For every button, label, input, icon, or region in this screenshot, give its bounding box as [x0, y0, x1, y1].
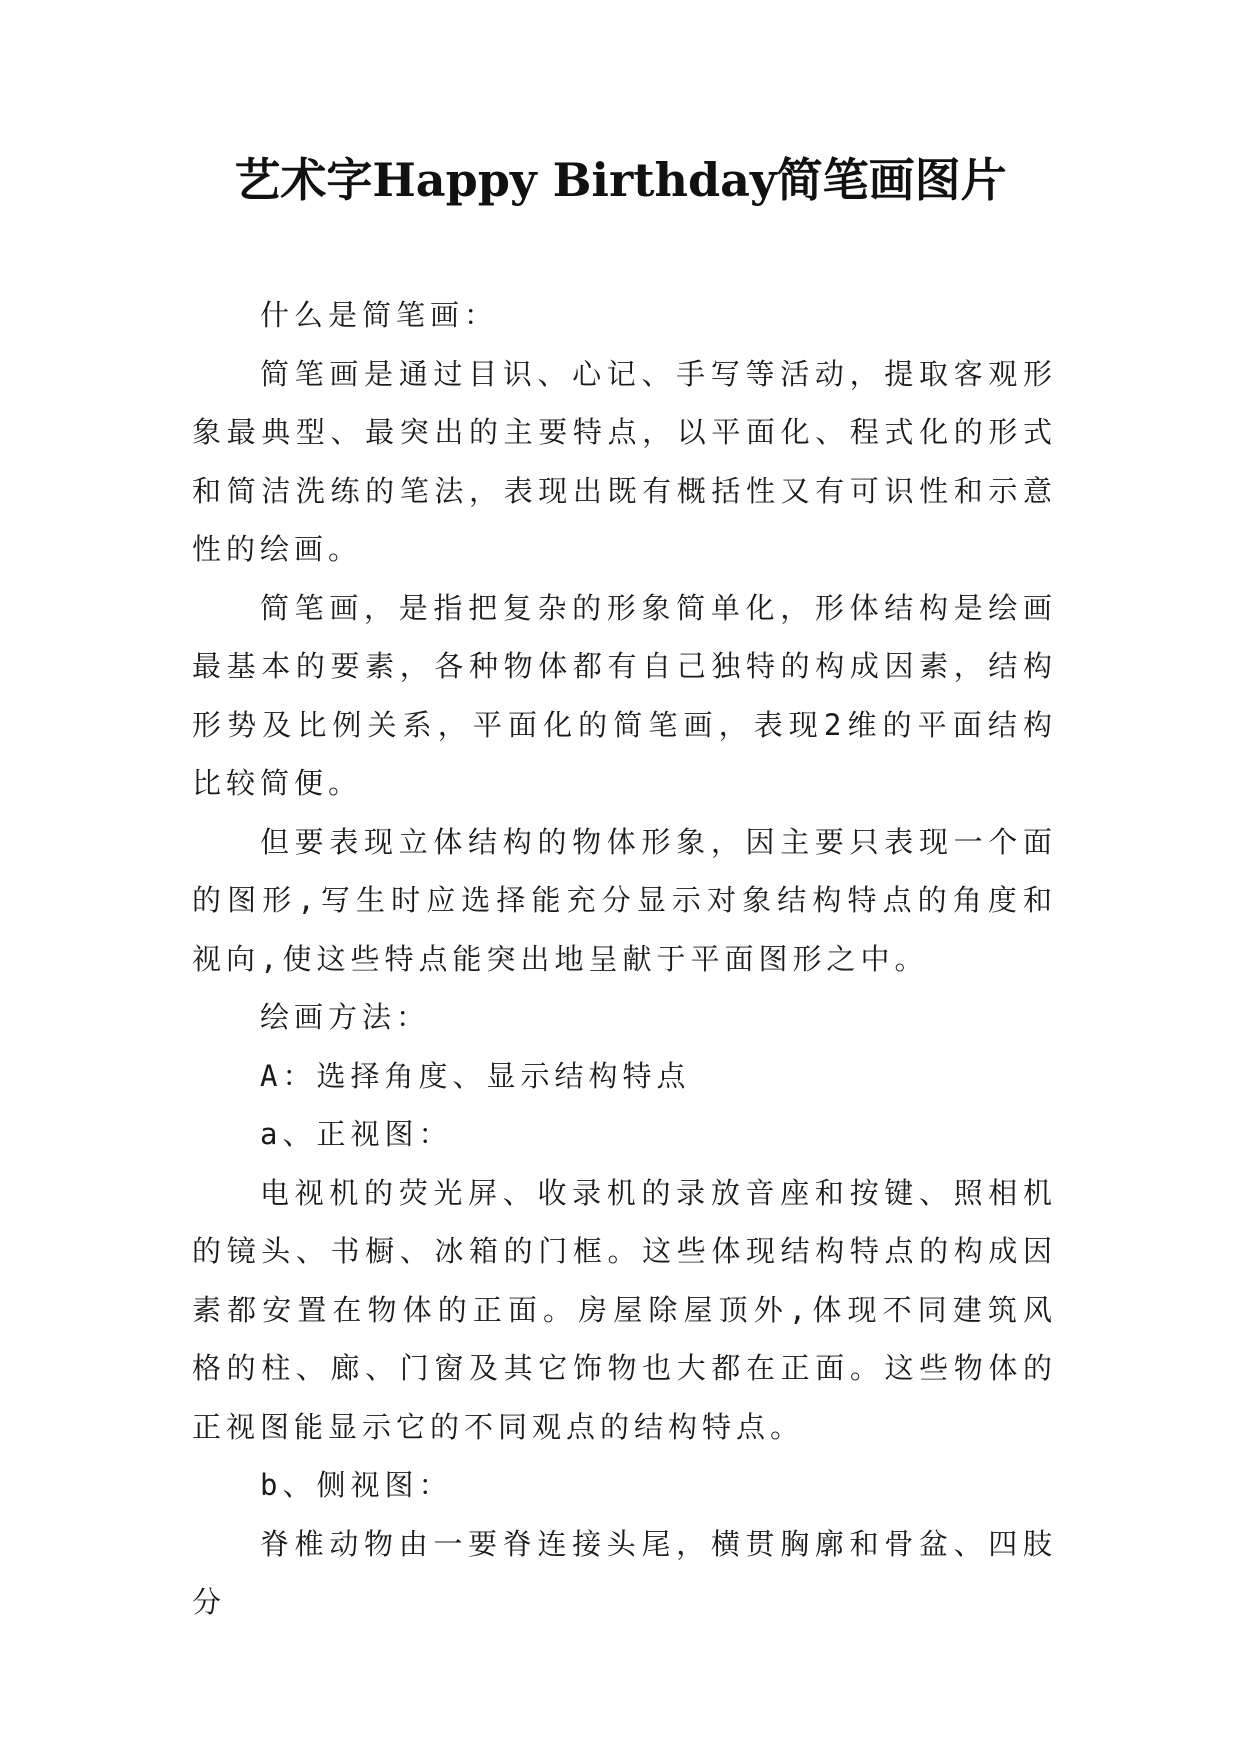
paragraph: a、正视图： — [260, 1117, 453, 1151]
paragraph: 简笔画是通过目识、心记、手写等活动，提取客观形象最典型、最突出的主要特点，以平面化、程式化的形式和简洁洗练的笔法，表现出既有概括性又有可识性和示意性的绘画。 — [192, 356, 1057, 566]
paragraph: A：选择角度、显示结构特点 — [260, 1058, 691, 1093]
paragraph: 但要表现立体结构的物体形象，因主要只表现一个面的图形,写生时应选择能充分显示对象结构特点的角度和视向,使这些特点能突出地呈献于平面图形之中。 — [192, 824, 1057, 976]
paragraph: 脊椎动物由一要脊连接头尾，横贯胸廓和骨盆、四肢分 — [192, 1526, 1057, 1619]
document-title: 艺术字Happy Birthday简笔画图片 — [234, 153, 1007, 207]
paragraph: 绘画方法： — [260, 1000, 431, 1034]
paragraph: 什么是简笔画： — [260, 298, 499, 332]
paragraph: b、侧视图： — [260, 1468, 453, 1502]
document-body — [192, 286, 1057, 1632]
paragraph: 简笔画，是指把复杂的形象简单化，形体结构是绘画最基本的要素，各种物体都有自己独特的构成因素，结构形势及比例关系，平面化的简笔画，表现2维的平面结构比较简便。 — [192, 590, 1057, 800]
paragraph: 电视机的荧光屏、收录机的录放音座和按键、照相机的镜头、书橱、冰箱的门框。这些体现结构特点的构成因素都安置在物体的正面。房屋除屋顶外,体现不同建筑风格的柱、廊、门窗及其它饰物也大都在正面。这些物体的正视图能显示它的不同观点的结构特点。 — [192, 1175, 1057, 1444]
